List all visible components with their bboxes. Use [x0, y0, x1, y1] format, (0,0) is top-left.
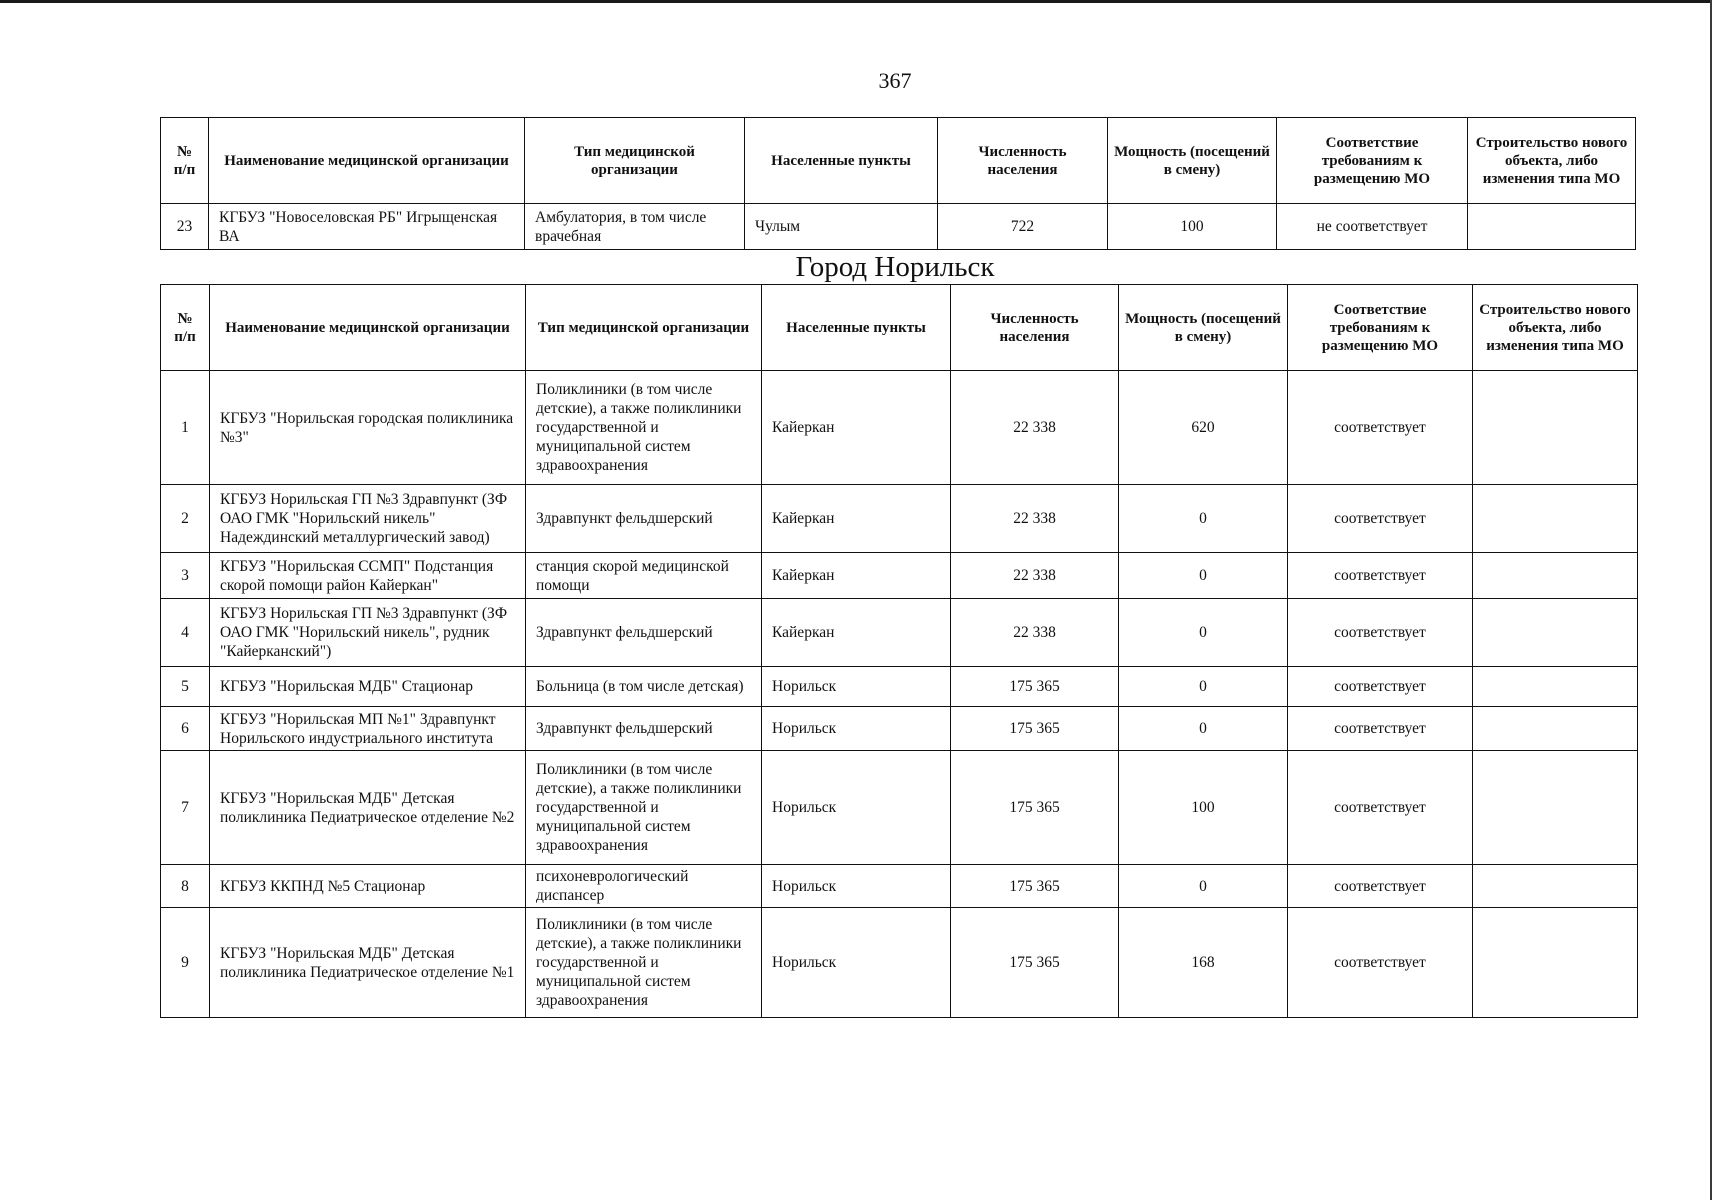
cell-construction — [1473, 667, 1638, 707]
cell-construction — [1473, 553, 1638, 599]
cell-settlement: Норильск — [762, 865, 951, 908]
cell-compliance: не соответствует — [1277, 204, 1468, 250]
cell-population: 175 365 — [951, 667, 1119, 707]
cell-num: 4 — [161, 599, 210, 667]
cell-population: 22 338 — [951, 553, 1119, 599]
cell-settlement: Норильск — [762, 751, 951, 865]
cell-compliance: соответствует — [1288, 485, 1473, 553]
cell-org-name: КГБУЗ "Норильская МП №1" Здравпункт Норильского индустриального института — [210, 707, 526, 751]
cell-num: 8 — [161, 865, 210, 908]
header-population: Численность населения — [951, 285, 1119, 371]
cell-capacity: 100 — [1119, 751, 1288, 865]
cell-capacity: 100 — [1108, 204, 1277, 250]
cell-org-name: КГБУЗ "Норильская МДБ" Детская поликлиника Педиатрическое отделение №1 — [210, 908, 526, 1018]
cell-population: 22 338 — [951, 599, 1119, 667]
cell-org-type: Больница (в том числе детская) — [526, 667, 762, 707]
header-settlements: Населенные пункты — [762, 285, 951, 371]
cell-compliance: соответствует — [1288, 908, 1473, 1018]
table-row — [161, 667, 1638, 707]
table-header-row — [161, 118, 1636, 204]
cell-org-type: Амбулатория, в том числе врачебная — [525, 204, 745, 250]
table-body — [161, 204, 1636, 250]
table-row — [161, 553, 1638, 599]
cell-population: 175 365 — [951, 751, 1119, 865]
cell-org-type: Поликлиники (в том числе детские), а также поликлиники государственной и муниципальной систем здравоохранения — [526, 908, 762, 1018]
cell-org-name: КГБУЗ Норильская ГП №3 Здравпункт (ЗФ ОАО ГМК "Норильский никель", рудник "Кайерканский") — [210, 599, 526, 667]
cell-capacity: 0 — [1119, 599, 1288, 667]
page-number: 367 — [878, 68, 912, 93]
cell-num: 23 — [161, 204, 209, 250]
cell-org-name: КГБУЗ Норильская ГП №3 Здравпункт (ЗФ ОАО ГМК "Норильский никель" Надеждинский металлургический завод) — [210, 485, 526, 553]
header-capacity: Мощность (посещений в смену) — [1119, 285, 1288, 371]
header-population: Численность населения — [938, 118, 1108, 204]
cell-org-name: КГБУЗ "Новоселовская РБ" Игрыщенская ВА — [209, 204, 525, 250]
cell-population: 175 365 — [951, 865, 1119, 908]
cell-compliance: соответствует — [1288, 553, 1473, 599]
cell-compliance: соответствует — [1288, 667, 1473, 707]
cell-org-name: КГБУЗ ККПНД №5 Стационар — [210, 865, 526, 908]
cell-settlement: Норильск — [762, 667, 951, 707]
table-header-row — [161, 285, 1638, 371]
header-num: № п/п — [161, 118, 209, 204]
cell-population: 722 — [938, 204, 1108, 250]
cell-org-type: станция скорой медицинской помощи — [526, 553, 762, 599]
cell-org-type: Поликлиники (в том числе детские), а также поликлиники государственной и муниципальной систем здравоохранения — [526, 751, 762, 865]
cell-num: 7 — [161, 751, 210, 865]
cell-settlement: Кайеркан — [762, 371, 951, 485]
facilities-table-norilsk — [160, 284, 1638, 1018]
cell-org-name: КГБУЗ "Норильская ССМП" Подстанция скорой помощи район Кайеркан" — [210, 553, 526, 599]
cell-settlement: Норильск — [762, 707, 951, 751]
cell-num: 2 — [161, 485, 210, 553]
cell-settlement: Чулым — [745, 204, 938, 250]
cell-org-name: КГБУЗ "Норильская МДБ" Стационар — [210, 667, 526, 707]
table-row — [161, 371, 1638, 485]
page-edge-top — [0, 0, 1712, 3]
header-compliance: Соответствие требованиям к размещению МО — [1277, 118, 1468, 204]
cell-num: 1 — [161, 371, 210, 485]
cell-construction — [1473, 865, 1638, 908]
cell-capacity: 168 — [1119, 908, 1288, 1018]
cell-compliance: соответствует — [1288, 599, 1473, 667]
cell-num: 5 — [161, 667, 210, 707]
table-row — [161, 865, 1638, 908]
cell-compliance: соответствует — [1288, 371, 1473, 485]
cell-org-type: Здравпункт фельдшерский — [526, 707, 762, 751]
cell-org-name: КГБУЗ "Норильская МДБ" Детская поликлиника Педиатрическое отделение №2 — [210, 751, 526, 865]
cell-settlement: Кайеркан — [762, 599, 951, 667]
cell-population: 175 365 — [951, 908, 1119, 1018]
table-row — [161, 751, 1638, 865]
table-row — [161, 707, 1638, 751]
cell-org-type: Здравпункт фельдшерский — [526, 599, 762, 667]
cell-construction — [1473, 485, 1638, 553]
header-compliance: Соответствие требованиям к размещению МО — [1288, 285, 1473, 371]
cell-settlement: Кайеркан — [762, 485, 951, 553]
cell-capacity: 620 — [1119, 371, 1288, 485]
header-org-type: Тип медицинской организации — [525, 118, 745, 204]
cell-construction — [1473, 908, 1638, 1018]
cell-population: 22 338 — [951, 371, 1119, 485]
cell-settlement: Кайеркан — [762, 553, 951, 599]
cell-compliance: соответствует — [1288, 707, 1473, 751]
cell-construction — [1473, 707, 1638, 751]
section-title: Город Норильск — [795, 251, 995, 283]
cell-capacity: 0 — [1119, 485, 1288, 553]
header-construction: Строительство нового объекта, либо изменения типа МО — [1473, 285, 1638, 371]
table-row — [161, 908, 1638, 1018]
table-row — [161, 204, 1636, 250]
cell-construction — [1468, 204, 1636, 250]
cell-num: 3 — [161, 553, 210, 599]
header-settlements: Населенные пункты — [745, 118, 938, 204]
cell-population: 22 338 — [951, 485, 1119, 553]
cell-capacity: 0 — [1119, 707, 1288, 751]
cell-capacity: 0 — [1119, 865, 1288, 908]
table-row — [161, 485, 1638, 553]
cell-org-type: психоневрологический диспансер — [526, 865, 762, 908]
cell-construction — [1473, 599, 1638, 667]
table-body — [161, 371, 1638, 1018]
cell-num: 9 — [161, 908, 210, 1018]
header-org-type: Тип медицинской организации — [526, 285, 762, 371]
cell-construction — [1473, 751, 1638, 865]
cell-compliance: соответствует — [1288, 865, 1473, 908]
cell-compliance: соответствует — [1288, 751, 1473, 865]
cell-org-name: КГБУЗ "Норильская городская поликлиника №3" — [210, 371, 526, 485]
cell-org-type: Здравпункт фельдшерский — [526, 485, 762, 553]
header-num: № п/п — [161, 285, 210, 371]
cell-population: 175 365 — [951, 707, 1119, 751]
header-org-name: Наименование медицинской организации — [210, 285, 526, 371]
cell-settlement: Норильск — [762, 908, 951, 1018]
header-org-name: Наименование медицинской организации — [209, 118, 525, 204]
cell-capacity: 0 — [1119, 667, 1288, 707]
cell-org-type: Поликлиники (в том числе детские), а также поликлиники государственной и муниципальной систем здравоохранения — [526, 371, 762, 485]
cell-construction — [1473, 371, 1638, 485]
header-capacity: Мощность (посещений в смену) — [1108, 118, 1277, 204]
table-row — [161, 599, 1638, 667]
header-construction: Строительство нового объекта, либо изменения типа МО — [1468, 118, 1636, 204]
cell-capacity: 0 — [1119, 553, 1288, 599]
cell-num: 6 — [161, 707, 210, 751]
facilities-table-continued — [160, 117, 1636, 250]
